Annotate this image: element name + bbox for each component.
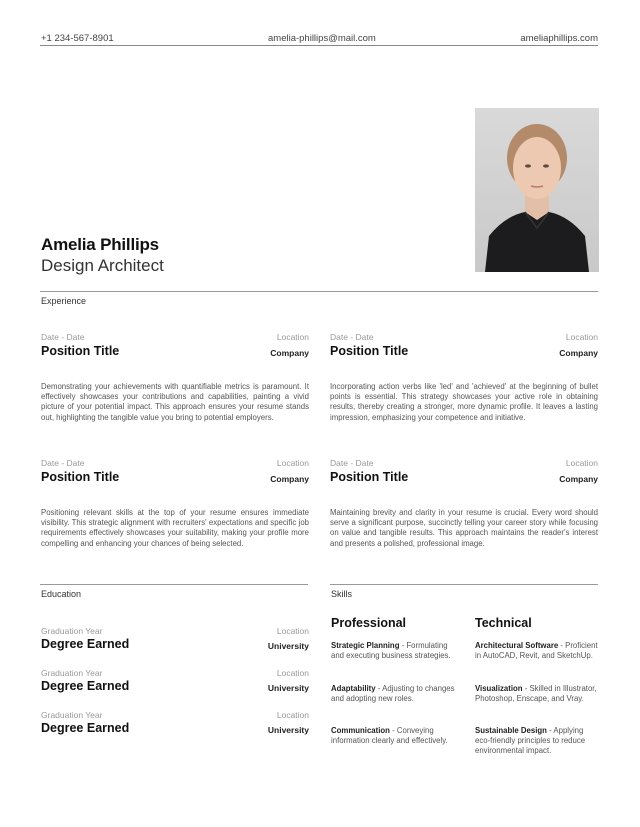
profile-photo bbox=[475, 108, 599, 272]
skill-desc: - Skilled in Illustrator, Photoshop, Enscape, and Vray. bbox=[475, 684, 597, 704]
skill-desc: - Formulating and executing business strategies. bbox=[331, 641, 451, 661]
skill-item bbox=[475, 684, 599, 704]
education-divider bbox=[40, 584, 308, 585]
entry-company: Company bbox=[559, 474, 598, 484]
experience-heading: Experience bbox=[41, 296, 87, 306]
education-entry bbox=[41, 668, 309, 697]
education-university: University bbox=[267, 725, 309, 735]
entry-position-title: Position Title bbox=[41, 470, 120, 484]
entry-position-title: Position Title bbox=[330, 344, 409, 358]
experience-entry bbox=[41, 332, 309, 423]
experience-entry bbox=[41, 458, 309, 549]
experience-divider bbox=[40, 291, 598, 292]
education-year: Graduation Year bbox=[41, 710, 103, 720]
education-degree: Degree Earned bbox=[41, 637, 130, 651]
skills-technical-heading: Technical bbox=[475, 616, 532, 630]
education-degree: Degree Earned bbox=[41, 679, 130, 693]
skill-item bbox=[331, 726, 455, 746]
education-university: University bbox=[267, 641, 309, 651]
entry-company: Company bbox=[270, 474, 309, 484]
education-location: Location bbox=[276, 710, 309, 720]
entry-location: Location bbox=[276, 332, 309, 342]
skills-heading: Skills bbox=[331, 589, 353, 599]
entry-location: Location bbox=[565, 458, 598, 468]
skills-divider bbox=[330, 584, 598, 585]
skill-item bbox=[475, 641, 599, 661]
skill-desc: - Adjusting to changes and adopting new roles. bbox=[331, 684, 455, 704]
contact-divider bbox=[40, 45, 598, 46]
skills-professional-heading: Professional bbox=[331, 616, 407, 630]
skill-desc: - Conveying information clearly and effectively. bbox=[331, 726, 448, 746]
contact-website[interactable]: ameliaphillips.com bbox=[520, 33, 598, 44]
education-university: University bbox=[267, 683, 309, 693]
entry-date: Date - Date bbox=[41, 332, 85, 342]
skill-name: Adaptability bbox=[331, 684, 376, 693]
education-year: Graduation Year bbox=[41, 668, 103, 678]
education-degree: Degree Earned bbox=[41, 721, 130, 735]
skill-item bbox=[331, 641, 455, 661]
profile-name: Amelia Phillips bbox=[41, 235, 159, 254]
skill-item bbox=[475, 726, 599, 757]
entry-location: Location bbox=[276, 458, 309, 468]
contact-phone: +1 234-567-8901 bbox=[41, 33, 114, 44]
entry-date: Date - Date bbox=[41, 458, 85, 468]
skill-name: Sustainable Design bbox=[475, 726, 547, 735]
skill-item bbox=[331, 684, 455, 704]
education-heading: Education bbox=[41, 589, 82, 599]
education-year: Graduation Year bbox=[41, 626, 103, 636]
entry-description: Positioning relevant skills at the top of your resume ensures immediate visibility. This strategic alignment with recruiters' expectations and specific job requirements effectively showcases your suitability, making your profile more compelling and enhancing your chances of being selected. bbox=[41, 508, 309, 548]
skill-name: Strategic Planning bbox=[331, 641, 400, 650]
skill-name: Architectural Software bbox=[475, 641, 559, 650]
skill-desc: - Applying eco-friendly principles to reduce environmental impact. bbox=[475, 726, 586, 756]
entry-position-title: Position Title bbox=[41, 344, 120, 358]
entry-description: Maintaining brevity and clarity in your resume is crucial. Every word should serve a significant purpose, succinctly telling your career story while focusing on value and tangible results. This approach maintains the reader's interest and presents a polished, professional image. bbox=[330, 508, 598, 548]
education-location: Location bbox=[276, 626, 309, 636]
entry-description: Incorporating action verbs like 'led' and 'achieved' at the beginning of bullet points is essential. This strategy showcases your active role in obtaining results, thereby creating a stronger, more dynamic profile. It leaves a lasting impression, emphasizing your competence and initiative. bbox=[330, 382, 598, 422]
entry-company: Company bbox=[559, 348, 598, 358]
entry-position-title: Position Title bbox=[330, 470, 409, 484]
profile-title: Design Architect bbox=[41, 256, 164, 275]
entry-date: Date - Date bbox=[330, 458, 374, 468]
experience-entry bbox=[330, 458, 598, 549]
education-entry bbox=[41, 626, 309, 655]
entry-date: Date - Date bbox=[330, 332, 374, 342]
skill-name: Communication bbox=[331, 726, 390, 735]
entry-description: Demonstrating your achievements with quantifiable metrics is paramount. It effectively showcases your contributions and capabilities, painting a vivid picture of your potential impact. This approach ensures your resume stands out, highlighting the tangible value you bring to potential employers. bbox=[41, 382, 309, 422]
education-location: Location bbox=[276, 668, 309, 678]
skill-desc: - Proficient in AutoCAD, Revit, and SketchUp. bbox=[475, 641, 598, 661]
skill-name: Visualization bbox=[475, 684, 523, 693]
entry-company: Company bbox=[270, 348, 309, 358]
experience-entry bbox=[330, 332, 598, 423]
education-entry bbox=[41, 710, 309, 739]
contact-email[interactable]: amelia-phillips@mail.com bbox=[268, 33, 376, 44]
entry-location: Location bbox=[565, 332, 598, 342]
